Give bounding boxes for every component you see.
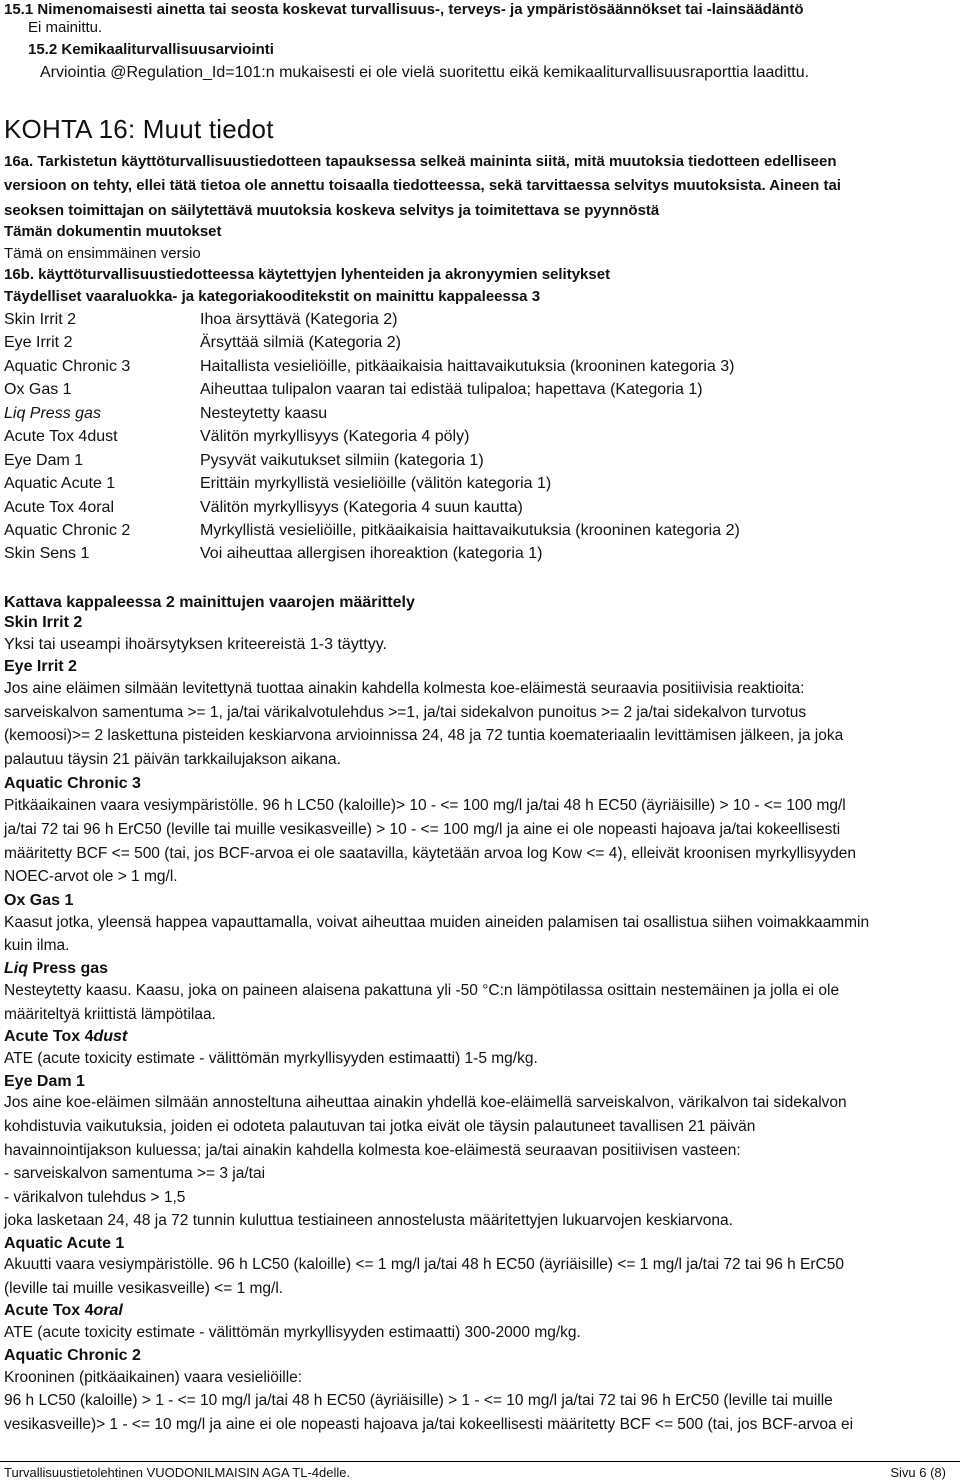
- section-15-1-text: Ei mainittu.: [28, 19, 103, 36]
- dust-italic: dust: [93, 1028, 128, 1045]
- abbreviation-code: Ox Gas 1: [4, 381, 72, 398]
- abbreviation-code: Eye Irrit 2: [4, 334, 73, 351]
- abbreviation-desc: Voi aiheuttaa allergisen ihoreaktion (kategoria 1): [200, 545, 543, 562]
- ox-gas-title: Ox Gas 1: [4, 892, 74, 909]
- liq-press-gas-title: [4, 959, 108, 979]
- abbreviation-desc: Erittäin myrkyllistä vesieliöille (välitön kategoria 1): [200, 475, 552, 492]
- eye-dam-line: Jos aine koe-eläimen silmään annosteltuna aiheuttaa ainakin yhdellä koe-eläimellä sarveiskalvon, värikalvon tai sidekalvon: [4, 1094, 847, 1111]
- press-gas-text: Press gas: [28, 960, 109, 977]
- eye-irrit-line: sarveiskalvon samentuma >= 1, ja/tai värikalvotulehdus >=1, ja/tai sidekalvon punoitus >= 2 ja/tai sidekalvon turvotus: [4, 704, 807, 721]
- abbreviation-code: Aquatic Acute 1: [4, 475, 116, 492]
- acute-tox-oral-text: ATE (acute toxicity estimate - välittömän myrkyllisyyden estimaatti) 300-2000 mg/kg.: [4, 1324, 581, 1341]
- abbreviation-desc: Nesteytetty kaasu: [200, 405, 328, 422]
- abbreviation-desc: Aiheuttaa tulipalon vaaran tai edistää tulipaloa; hapettava (Kategoria 1): [200, 381, 703, 398]
- footer-divider: [0, 1461, 960, 1462]
- skin-irrit-text: Yksi tai useampi ihoärsytyksen kriteereistä 1-3 täyttyy.: [4, 636, 387, 653]
- eye-dam-line: joka lasketaan 24, 48 ja 72 tunnin kuluttua testiaineen annostelusta määritettyjen lukuarvojen keskiarvona.: [4, 1212, 733, 1229]
- abbreviation-desc: Pysyvät vaikutukset silmiin (kategoria 1): [200, 452, 484, 469]
- aquatic-chronic-2-title: Aquatic Chronic 2: [4, 1347, 141, 1364]
- ox-gas-line: Kaasut jotka, yleensä happea vapauttamalla, voivat aiheuttaa muiden aineiden palamisen tai osallistua siihen voimakkaammin: [4, 914, 870, 931]
- changes-title: Tämän dokumentin muutokset: [4, 223, 222, 240]
- abbreviation-desc: Myrkyllistä vesieliöille, pitkäaikaisia haittavaikutuksia (krooninen kategoria 2): [200, 522, 740, 539]
- para-16b: 16b. käyttöturvallisuustiedotteessa käytettyjen lyhenteiden ja akronyymien selitykset: [4, 266, 611, 283]
- aquatic-acute-1-title: Aquatic Acute 1: [4, 1235, 125, 1252]
- eye-irrit-title: Eye Irrit 2: [4, 658, 77, 675]
- abbreviation-code: Liq Press gas: [4, 405, 101, 422]
- full-text-title: Täydelliset vaaraluokka- ja kategoriakooditekstit on mainittu kappaleessa 3: [4, 288, 541, 305]
- liq-press-gas-line: määriteltyä kriittistä lämpötilaa.: [4, 1006, 216, 1023]
- abbreviation-desc: Välitön myrkyllisyys (Kategoria 4 pöly): [200, 428, 470, 445]
- abbreviation-code: Aquatic Chronic 2: [4, 522, 131, 539]
- section-15-2-text: Arviointia @Regulation_Id=101:n mukaisesti ei ole vielä suoritettu eikä kemikaaliturvallisuusraporttia laadittu.: [40, 64, 810, 81]
- aquatic-chronic-3-line: NOEC-arvot ole > 1 mg/l.: [4, 868, 178, 885]
- section-15-1-title: 15.1 Nimenomaisesti ainetta tai seosta koskevat turvallisuus-, terveys- ja ympäristösäännökset tai -lainsäädäntö: [4, 1, 804, 18]
- ox-gas-line: kuin ilma.: [4, 937, 70, 954]
- acute-tox-dust-text: ATE (acute toxicity estimate - välittömän myrkyllisyyden estimaatti) 1-5 mg/kg.: [4, 1050, 538, 1067]
- footer-document-name: Turvallisuustietolehtinen VUODONILMAISIN AGA TL-4delle.: [4, 1465, 351, 1480]
- section-16-heading: KOHTA 16: Muut tiedot: [4, 114, 274, 144]
- aquatic-acute-1-line: Akuutti vaara vesiympäristölle. 96 h LC50 (kaloille) <= 1 mg/l ja/tai 48 h EC50 (äyriäisille) <= 1 mg/l ja/tai 72 tai 96 h ErC50: [4, 1256, 844, 1273]
- aquatic-chronic-2-line: 96 h LC50 (kaloille) > 1 - <= 10 mg/l ja/tai 48 h EC50 (äyriäisille) > 1 - <= 10 mg/l ja/tai 72 tai 96 h ErC50 (leville tai muille: [4, 1392, 833, 1409]
- abbreviation-code: Skin Irrit 2: [4, 311, 77, 328]
- eye-dam-line: - sarveiskalvon samentuma >= 3 ja/tai: [4, 1165, 266, 1182]
- eye-dam-title: Eye Dam 1: [4, 1073, 85, 1090]
- changes-text: Tämä on ensimmäinen versio: [4, 245, 201, 262]
- aquatic-chronic-2-line: vesikasveille)> 1 - <= 10 mg/l ja aine ei ole nopeasti hajoava ja/tai kokeellisesti määritetty BCF <= 500 (tai, jos BCF-arvoa ei: [4, 1416, 854, 1433]
- abbreviation-desc: Haitallista vesieliöille, pitkäaikaisia haittavaikutuksia (krooninen kategoria 3): [200, 358, 735, 375]
- abbreviation-desc: Ärsyttää silmiä (Kategoria 2): [200, 334, 401, 351]
- abbreviation-desc: Välitön myrkyllisyys (Kategoria 4 suun kautta): [200, 499, 523, 516]
- liq-italic: Liq: [4, 960, 28, 977]
- acute-tox-dust-title: [4, 1027, 127, 1047]
- oral-italic: oral: [93, 1302, 123, 1319]
- aquatic-chronic-3-line: ja/tai 72 tai 96 h ErC50 (leville tai muille vesikasveille) > 10 - <= 100 mg/l ja aine ei ole nopeasti hajoava ja/tai kokeellisesti: [4, 821, 841, 838]
- acute-tox-text: Acute Tox 4: [4, 1028, 94, 1045]
- eye-irrit-line: (kemoosi)>= 2 laskettuna pisteiden keskiarvona arvioinnissa 24, 48 ja 72 tuntia koemateriaalin levittämisen jälkeen, ja joka: [4, 727, 844, 744]
- para-16a-line-2: versioon on tehty, ellei tätä tietoa ole annettu toisaalla tiedotteessa, sekä tarvittaessa selvitys muutoksista. Aineen tai: [4, 177, 841, 194]
- section-15-2-title: 15.2 Kemikaaliturvallisuusarviointi: [28, 41, 274, 58]
- abbreviation-code: Skin Sens 1: [4, 545, 90, 562]
- skin-irrit-title: Skin Irrit 2: [4, 614, 83, 631]
- eye-dam-line: kohdistuvia vaikutuksia, joiden ei odoteta palautuvan tai jotka eivät ole täysin palautuneet tavallisen 21 päivän: [4, 1118, 756, 1135]
- eye-irrit-line: palautuu täysin 21 päivän tarkkailujakson aikana.: [4, 751, 341, 768]
- abbreviation-code: Eye Dam 1: [4, 452, 84, 469]
- abbreviation-code: Acute Tox 4dust: [4, 428, 118, 445]
- para-16a-line-1: 16a. Tarkistetun käyttöturvallisuustiedotteen tapauksessa selkeä maininta siitä, mitä muutoksia tiedotteen edelliseen: [4, 153, 837, 170]
- eye-dam-line: havainnointijakson kuluessa; ja/tai ainakin kahdella kolmesta koe-eläimestä seuraavan positiivisen vasteen:: [4, 1142, 741, 1159]
- abbreviation-code: Aquatic Chronic 3: [4, 358, 131, 375]
- aquatic-chronic-3-line: Pitkäaikainen vaara vesiympäristölle. 96 h LC50 (kaloille)> 10 - <= 100 mg/l ja/tai 48 h EC50 (äyriäisille) > 10 - <= 100 mg/l: [4, 797, 846, 814]
- aquatic-acute-1-line: (leville tai muille vesikasveille) <= 1 mg/l.: [4, 1280, 284, 1297]
- aquatic-chronic-2-line: Krooninen (pitkäaikainen) vaara vesieliöille:: [4, 1369, 303, 1386]
- hazard-definitions-title: Kattava kappaleessa 2 mainittujen vaarojen määrittely: [4, 594, 415, 611]
- footer-page-number: Sivu 6 (8): [890, 1465, 946, 1480]
- aquatic-chronic-3-line: määritetty BCF <= 500 (tai, jos BCF-arvoa ei ole saatavilla, käytetään arvoa log Kow <= 4), elleivät kroonisen myrkyllisyyden: [4, 845, 857, 862]
- liq-press-gas-line: Nesteytetty kaasu. Kaasu, joka on paineen alaisena pakattuna yli -50 °C:n lämpötilassa osittain nestemäinen ja jolla ei ole: [4, 982, 840, 999]
- aquatic-chronic-3-title: Aquatic Chronic 3: [4, 775, 141, 792]
- abbreviation-desc: Ihoa ärsyttävä (Kategoria 2): [200, 311, 398, 328]
- eye-irrit-line: Jos aine eläimen silmään levitettynä tuottaa ainakin kahdella kolmesta koe-eläimestä seuraavia positiivisia reaktioita:: [4, 680, 805, 697]
- abbreviation-code: Acute Tox 4oral: [4, 499, 114, 516]
- acute-tox-oral-title: [4, 1301, 123, 1321]
- para-16a-line-3: seoksen toimittajan on säilytettävä muutoksia koskeva selvitys ja toimitettava se pyynnöstä: [4, 202, 660, 219]
- acute-tox-text: Acute Tox 4: [4, 1302, 94, 1319]
- eye-dam-line: - värikalvon tulehdus > 1,5: [4, 1189, 186, 1206]
